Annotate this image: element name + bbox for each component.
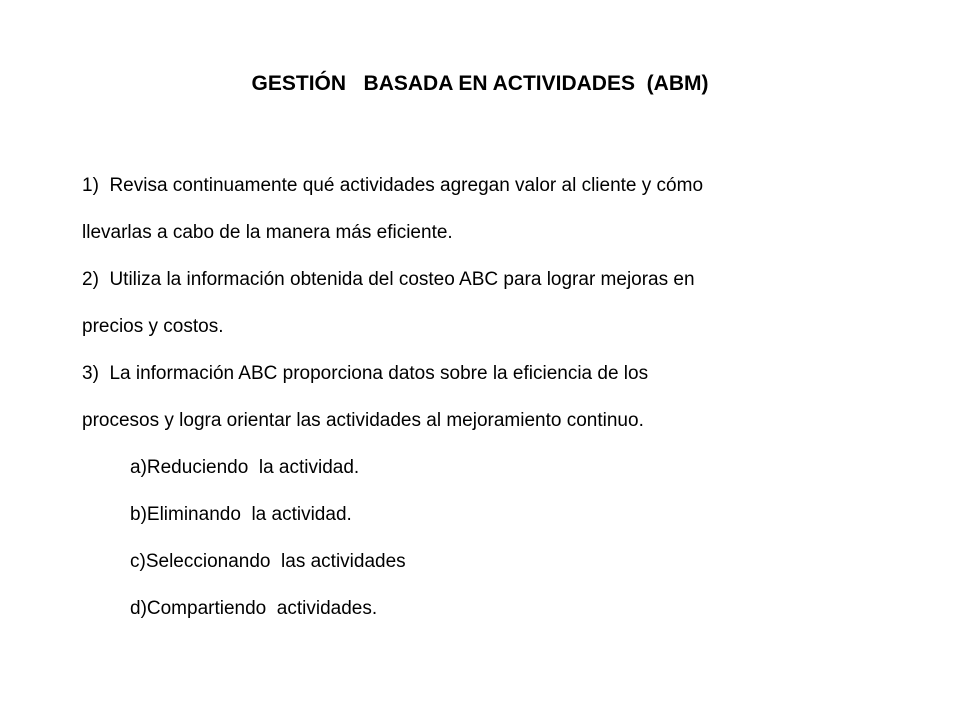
sub-item-d: d)Compartiendo actividades. [130,598,378,619]
body-line: 1) Revisa continuamente qué actividades agregan valor al cliente y cómo [82,175,704,196]
sub-item-a: a)Reduciendo la actividad. [130,457,360,478]
body-line: procesos y logra orientar las actividades al mejoramiento continuo. [82,410,644,431]
slide-title: GESTIÓN BASADA EN ACTIVIDADES (ABM) [251,72,709,95]
body-line: 3) La información ABC proporciona datos sobre la eficiencia de los [82,363,649,384]
sub-item-b: b)Eliminando la actividad. [130,504,352,525]
body-line: precios y costos. [82,316,224,337]
sub-item-c: c)Seleccionando las actividades [130,551,406,572]
body-line: 2) Utiliza la información obtenida del costeo ABC para lograr mejoras en [82,269,695,290]
slide-body [82,162,882,632]
body-line: llevarlas a cabo de la manera más eficiente. [82,222,453,243]
